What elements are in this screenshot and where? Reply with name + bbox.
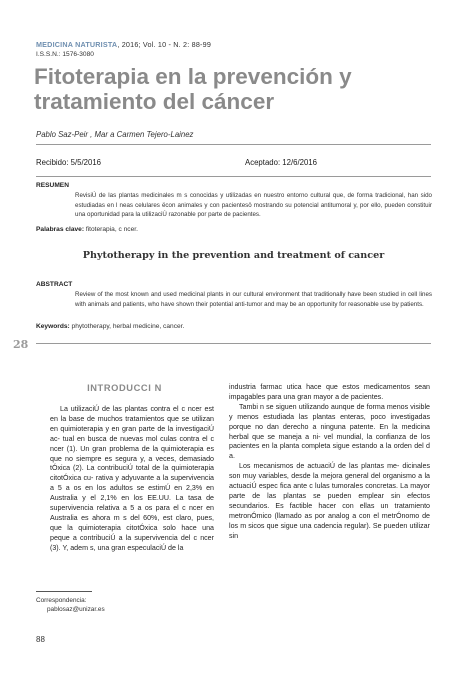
keywords-values: phytotherapy, herbal medicine, cancer. (69, 323, 185, 330)
article-title: Fitoterapia en la prevención y tratamiento del cáncer (34, 64, 352, 114)
correspondence (36, 597, 105, 614)
keywords-label: Keywords: (36, 323, 70, 330)
divider-authors (36, 144, 431, 145)
english-title: Phytotherapy in the prevention and treatment of cancer (82, 250, 385, 261)
resumen-text: RevisiÚ de las plantas medicinales m s conocidas y utilizadas en nuestro entorno cultural que, de forma tradicional, han sido estudiadas en l neas celulares ëcon animales y con pacientesö mostrando su potencial antitumoral y, por ello, pueden constituir una oportunidad para la utilizaciÚ razonable por parte de pacientes. (75, 192, 432, 219)
paragraph: industria farmac utica hace que estos medicamentos sean impagables para una gran mayor a de pacientes. (229, 383, 430, 401)
abstract-label: ABSTRACT (36, 281, 73, 288)
footnote-rule (36, 591, 92, 592)
palabras-clave-values: fitoterapia, c ncer. (84, 226, 138, 233)
journal-name: MEDICINA NATURISTA (36, 40, 118, 49)
issn: I.S.S.N.: 1576-3080 (36, 51, 94, 58)
section-heading: INTRODUCCI N (87, 383, 162, 393)
page-number: 88 (36, 635, 45, 644)
keywords (36, 323, 184, 330)
authors: Pablo Saz-Peir , Mar a Carmen Tejero-Lainez (36, 130, 194, 139)
resumen-label: RESUMEN (36, 182, 69, 189)
side-page-number: 28 (13, 338, 29, 351)
left-column (50, 405, 214, 554)
palabras-clave-label: Palabras clave: (36, 226, 85, 233)
divider-dates (36, 176, 431, 177)
journal-header (36, 40, 211, 49)
correspondence-email: pablosaz@unizar.es (47, 605, 105, 613)
paragraph: Tambi n se siguen utilizando aunque de forma menos visible y menos estudiada las plantas enteras, poco investigadas porque no dan derecho a ninguna patente. En la medicina herbal que se maneja a ni- vel mundial, la confianza de los pacientes en la planta completa sigue estando a la orden del d a. (229, 402, 430, 461)
paragraph: La utilizaciÚ de las plantas contra el c ncer est en la base de muchos tratamientos que se utilizan en quimioterapia y en gran parte de la investigaciÚ ac- tual en busca de nuevas mol culas contra el c ncer (1). Un gran problema de la quimioterapia es que no siempre es segura y, a veces, demasiado tÓxica (2). La contribuciÚ total de la quimioterapia citotÓxica cu- rativa y adyuvante a la supervivencia a 5 a os en los adultos se estimÚ en 2,3% en Australia y el 2,1% en los EE.UU. La tasa de supervivencia relativa a 5 a os para el c ncer en Australia es ahora m s del 60%, est claro, pues, que la quimioterapia citotÓxica solo hace una peque a contribuciÚ a la supervivencia del c ncer (3). Y, adem s, una gran especulaciÚ de la (50, 405, 214, 552)
journal-volume: , 2016; Vol. 10 - N. 2: 88-99 (117, 40, 212, 49)
palabras-clave (36, 226, 138, 233)
correspondence-label: Correspondencia: (36, 597, 87, 604)
accepted-date: Aceptado: 12/6/2016 (245, 158, 317, 167)
abstract-text: Review of the most known and used medicinal plants in our cultural environment that traditionally have been studied in cell lines with animals and patients, who have shown their potential anti-tumor and may be an opportunity for reasonable use by patients. (75, 291, 432, 308)
right-column (229, 383, 430, 542)
received-date: Recibido: 5/5/2016 (36, 158, 102, 167)
paragraph: Los mecanismos de actuaciÚ de las plantas me- dicinales son muy variables, desde la mejora general del organismo a la actuaciÚ espec fica ante c lulas tumorales concretas. La mayor parte de las plantas se pueden emplear sin efectos secundarios. Es factible hacer con ellas un tratamiento metronÓmico (llamado as por analog a con el metrÓnomo de los m sicos que sigue una cadencia regular). Se pueden utilizar sin (229, 462, 430, 540)
divider-abstract (36, 343, 431, 344)
